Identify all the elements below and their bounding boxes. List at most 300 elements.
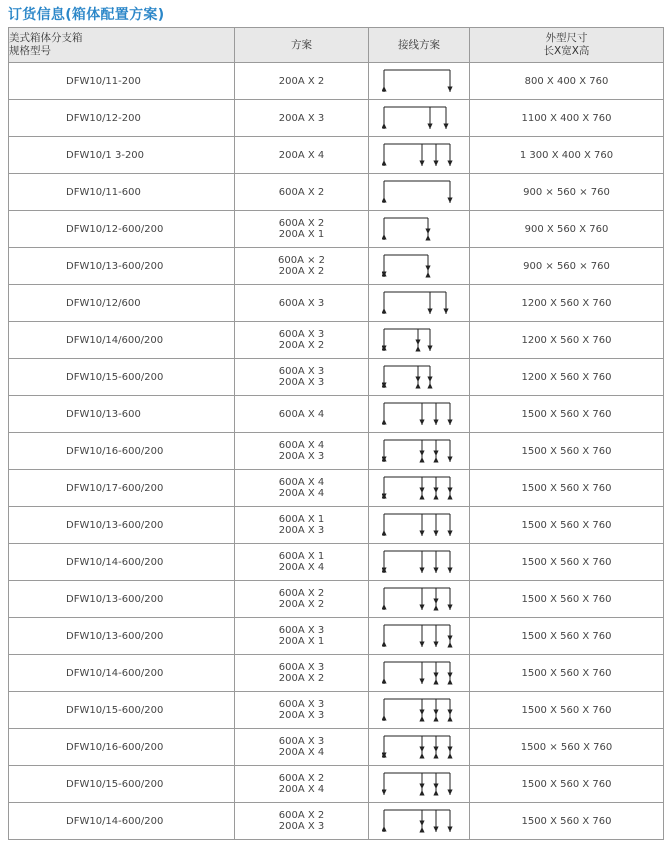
arrow-down-icon bbox=[433, 599, 438, 605]
wiring-diagram bbox=[382, 67, 456, 95]
arrow-up-icon bbox=[427, 383, 432, 389]
model-cell bbox=[9, 100, 235, 137]
scheme-line-1: 600A X 3 bbox=[278, 699, 325, 710]
arrow-down-icon bbox=[433, 488, 438, 494]
arrow-up-icon bbox=[433, 679, 438, 685]
scheme-line-2: 200A X 4 bbox=[278, 488, 325, 499]
arrow-down-icon bbox=[419, 747, 424, 753]
scheme-line-2: 200A X 2 bbox=[278, 673, 325, 684]
wiring-diagram bbox=[382, 696, 456, 724]
arrow-up-icon bbox=[382, 641, 387, 647]
scheme-cell bbox=[235, 100, 369, 137]
arrow-down-icon bbox=[419, 605, 424, 611]
model-cell bbox=[9, 581, 235, 618]
table-row bbox=[9, 100, 664, 137]
arrow-down-icon bbox=[425, 266, 430, 272]
model-text: DFW10/12-600/200 bbox=[66, 223, 164, 235]
wiring-cell bbox=[369, 248, 470, 285]
scheme-line-1: 600A X 1 bbox=[278, 551, 325, 562]
model-text: DFW10/11-600 bbox=[66, 186, 141, 198]
arrow-down-icon bbox=[447, 747, 452, 753]
scheme-cell bbox=[235, 137, 369, 174]
scheme-line-2: 200A X 3 bbox=[278, 451, 325, 462]
table-row bbox=[9, 63, 664, 100]
wiring-diagram bbox=[382, 659, 456, 687]
scheme-line-1: 600A × 2 bbox=[277, 255, 326, 266]
arrow-down-icon bbox=[447, 827, 452, 833]
wiring-cell bbox=[369, 396, 470, 433]
size-cell bbox=[470, 803, 664, 840]
model-text: DFW10/15-600/200 bbox=[66, 704, 164, 716]
model-cell bbox=[9, 618, 235, 655]
arrow-down-icon bbox=[433, 161, 438, 167]
size-text: 1500 X 560 X 760 bbox=[521, 519, 612, 531]
wiring-diagram bbox=[382, 252, 456, 280]
wiring-diagram bbox=[382, 215, 456, 243]
arrow-down-icon bbox=[433, 827, 438, 833]
arrow-down-icon bbox=[447, 568, 452, 574]
arrow-down-icon bbox=[419, 568, 424, 574]
arrow-up-icon bbox=[433, 753, 438, 759]
scheme-line-2: 200A X 2 bbox=[278, 599, 325, 610]
wiring-diagram bbox=[382, 141, 456, 169]
table-row bbox=[9, 470, 664, 507]
size-cell bbox=[470, 581, 664, 618]
model-text: DFW10/17-600/200 bbox=[66, 482, 164, 494]
arrow-up-icon bbox=[419, 753, 424, 759]
scheme-line-1: 600A X 3 bbox=[278, 736, 325, 747]
model-text: DFW10/13-600 bbox=[66, 408, 141, 420]
wiring-diagram bbox=[382, 400, 456, 428]
arrow-down-icon bbox=[433, 673, 438, 679]
model-cell bbox=[9, 248, 235, 285]
model-cell bbox=[9, 137, 235, 174]
model-text: DFW10/14-600/200 bbox=[66, 815, 164, 827]
size-cell bbox=[470, 285, 664, 322]
scheme-cell bbox=[235, 766, 369, 803]
model-cell bbox=[9, 470, 235, 507]
arrow-down-icon bbox=[433, 451, 438, 457]
wiring-diagram bbox=[382, 474, 456, 502]
arrow-down-icon bbox=[433, 568, 438, 574]
arrow-down-icon bbox=[419, 488, 424, 494]
table-row bbox=[9, 174, 664, 211]
arrow-down-icon bbox=[419, 710, 424, 716]
scheme-cell bbox=[235, 729, 369, 766]
wiring-cell bbox=[369, 433, 470, 470]
arrow-down-icon bbox=[447, 673, 452, 679]
scheme-cell bbox=[235, 174, 369, 211]
size-text: 900 × 560 × 760 bbox=[523, 186, 610, 198]
arrow-down-icon bbox=[415, 340, 420, 346]
arrow-up-icon bbox=[433, 716, 438, 722]
scheme-cell bbox=[235, 359, 369, 396]
scheme-cell bbox=[235, 433, 369, 470]
arrow-up-icon bbox=[382, 604, 387, 610]
scheme-cell bbox=[235, 655, 369, 692]
wiring-cell bbox=[369, 137, 470, 174]
model-text: DFW10/13-600/200 bbox=[66, 630, 164, 642]
size-cell bbox=[470, 692, 664, 729]
wiring-diagram bbox=[382, 733, 456, 761]
size-text: 1500 X 560 X 760 bbox=[521, 593, 612, 605]
scheme-line-1: 600A X 3 bbox=[278, 329, 325, 340]
scheme-cell bbox=[235, 248, 369, 285]
wiring-cell bbox=[369, 729, 470, 766]
table-row bbox=[9, 692, 664, 729]
size-text: 1200 X 560 X 760 bbox=[521, 334, 612, 346]
arrow-down-icon bbox=[419, 161, 424, 167]
header-wiring: 接线方案 bbox=[369, 28, 470, 63]
wiring-cell bbox=[369, 618, 470, 655]
scheme-line-1: 600A X 4 bbox=[278, 408, 325, 420]
size-text: 800 X 400 X 760 bbox=[524, 75, 609, 87]
scheme-cell bbox=[235, 285, 369, 322]
scheme-line-2: 200A X 3 bbox=[278, 525, 325, 536]
arrow-down-icon bbox=[447, 198, 452, 204]
scheme-line-1: 600A X 3 bbox=[278, 625, 325, 636]
arrow-down-icon bbox=[427, 346, 432, 352]
wiring-cell bbox=[369, 100, 470, 137]
arrow-up-icon bbox=[433, 605, 438, 611]
scheme-line-1: 600A X 2 bbox=[278, 773, 325, 784]
wiring-diagram bbox=[382, 511, 456, 539]
model-text: DFW10/1 3-200 bbox=[66, 149, 145, 161]
size-text: 1100 X 400 X 760 bbox=[521, 112, 612, 124]
table-row bbox=[9, 581, 664, 618]
table-body bbox=[9, 63, 664, 840]
scheme-line-2: 200A X 3 bbox=[278, 821, 325, 832]
table-row bbox=[9, 766, 664, 803]
scheme-line-1: 600A X 3 bbox=[278, 662, 325, 673]
wiring-cell bbox=[369, 692, 470, 729]
size-text: 1500 × 560 X 760 bbox=[520, 741, 613, 753]
size-cell bbox=[470, 544, 664, 581]
model-text: DFW10/14-600/200 bbox=[66, 667, 164, 679]
size-text: 1500 X 560 X 760 bbox=[521, 482, 612, 494]
scheme-line-1: 600A X 2 bbox=[278, 810, 325, 821]
arrow-up-icon bbox=[382, 86, 387, 92]
wiring-cell bbox=[369, 766, 470, 803]
scheme-line-2: 200A X 4 bbox=[278, 747, 325, 758]
scheme-line-2: 200A X 2 bbox=[278, 266, 325, 277]
size-cell bbox=[470, 359, 664, 396]
model-cell bbox=[9, 803, 235, 840]
page-title: 订货信息(箱体配置方案) bbox=[8, 7, 165, 23]
size-text: 1500 X 560 X 760 bbox=[521, 408, 612, 420]
arrow-down-icon bbox=[427, 377, 432, 383]
arrow-up-icon bbox=[447, 716, 452, 722]
arrow-up-icon bbox=[382, 234, 387, 240]
arrow-down-icon bbox=[447, 420, 452, 426]
arrow-down-icon bbox=[433, 784, 438, 790]
model-cell bbox=[9, 63, 235, 100]
wiring-diagram bbox=[382, 178, 456, 206]
model-cell bbox=[9, 322, 235, 359]
scheme-line-1: 200A X 2 bbox=[278, 75, 325, 87]
model-cell bbox=[9, 692, 235, 729]
size-cell bbox=[470, 766, 664, 803]
model-text: DFW10/12-200 bbox=[66, 112, 141, 124]
arrow-up-icon bbox=[382, 308, 387, 314]
wiring-diagram bbox=[382, 622, 456, 650]
scheme-line-2: 200A X 3 bbox=[278, 377, 325, 388]
wiring-cell bbox=[369, 359, 470, 396]
size-text: 1200 X 560 X 760 bbox=[521, 297, 612, 309]
scheme-cell bbox=[235, 581, 369, 618]
scheme-cell bbox=[235, 803, 369, 840]
arrow-down-icon bbox=[419, 642, 424, 648]
arrow-down-icon bbox=[427, 309, 432, 315]
arrow-down-icon bbox=[419, 821, 424, 827]
arrow-up-icon bbox=[433, 494, 438, 500]
wiring-cell bbox=[369, 544, 470, 581]
wiring-cell bbox=[369, 211, 470, 248]
model-text: DFW10/16-600/200 bbox=[66, 741, 164, 753]
size-text: 1500 X 560 X 760 bbox=[521, 667, 612, 679]
size-cell bbox=[470, 618, 664, 655]
scheme-cell bbox=[235, 396, 369, 433]
arrow-down-icon bbox=[447, 531, 452, 537]
wiring-diagram bbox=[382, 807, 456, 835]
wiring-cell bbox=[369, 470, 470, 507]
wiring-diagram bbox=[382, 289, 456, 317]
size-text: 1500 X 560 X 760 bbox=[521, 778, 612, 790]
model-cell bbox=[9, 285, 235, 322]
size-text: 1200 X 560 X 760 bbox=[521, 371, 612, 383]
arrow-up-icon bbox=[382, 678, 387, 684]
table-row bbox=[9, 359, 664, 396]
size-cell bbox=[470, 507, 664, 544]
size-text: 1500 X 560 X 760 bbox=[521, 630, 612, 642]
model-cell bbox=[9, 544, 235, 581]
table-row bbox=[9, 248, 664, 285]
arrow-down-icon bbox=[415, 377, 420, 383]
scheme-cell bbox=[235, 63, 369, 100]
size-cell bbox=[470, 433, 664, 470]
header-size-line2: 长X宽X高 bbox=[543, 45, 590, 57]
arrow-up-icon bbox=[419, 716, 424, 722]
arrow-down-icon bbox=[447, 790, 452, 796]
arrow-down-icon bbox=[447, 636, 452, 642]
scheme-line-2: 200A X 2 bbox=[278, 340, 325, 351]
table-row bbox=[9, 507, 664, 544]
size-text: 1500 X 560 X 760 bbox=[521, 815, 612, 827]
table-row bbox=[9, 618, 664, 655]
arrow-up-icon bbox=[425, 235, 430, 241]
arrow-down-icon bbox=[419, 451, 424, 457]
arrow-up-icon bbox=[419, 790, 424, 796]
model-cell bbox=[9, 655, 235, 692]
model-text: DFW10/13-600/200 bbox=[66, 519, 164, 531]
header-scheme: 方案 bbox=[235, 28, 369, 63]
scheme-line-1: 600A X 2 bbox=[278, 588, 325, 599]
model-cell bbox=[9, 211, 235, 248]
model-text: DFW10/15-600/200 bbox=[66, 778, 164, 790]
table-row bbox=[9, 544, 664, 581]
header-model bbox=[9, 28, 235, 63]
size-cell bbox=[470, 322, 664, 359]
arrow-down-icon bbox=[443, 309, 448, 315]
table-row bbox=[9, 285, 664, 322]
arrow-up-icon bbox=[447, 679, 452, 685]
size-cell bbox=[470, 396, 664, 433]
scheme-cell bbox=[235, 211, 369, 248]
scheme-line-2: 200A X 4 bbox=[278, 562, 325, 573]
size-text: 900 × 560 × 760 bbox=[523, 260, 610, 272]
arrow-down-icon bbox=[419, 679, 424, 685]
model-text: DFW10/14/600/200 bbox=[66, 334, 164, 346]
arrow-down-icon bbox=[447, 710, 452, 716]
size-text: 1500 X 560 X 760 bbox=[521, 445, 612, 457]
wiring-diagram bbox=[382, 548, 456, 576]
arrow-up-icon bbox=[382, 715, 387, 721]
table-row bbox=[9, 433, 664, 470]
wiring-cell bbox=[369, 803, 470, 840]
arrow-down-icon bbox=[427, 124, 432, 130]
table-row bbox=[9, 137, 664, 174]
header-model-line2: 规格型号 bbox=[9, 45, 51, 57]
arrow-up-icon bbox=[433, 790, 438, 796]
size-cell bbox=[470, 470, 664, 507]
table-row bbox=[9, 396, 664, 433]
model-cell bbox=[9, 174, 235, 211]
arrow-down-icon bbox=[433, 710, 438, 716]
arrow-up-icon bbox=[419, 494, 424, 500]
arrow-up-icon bbox=[425, 272, 430, 278]
arrow-up-icon bbox=[382, 160, 387, 166]
model-cell bbox=[9, 433, 235, 470]
size-cell bbox=[470, 100, 664, 137]
arrow-up-icon bbox=[382, 123, 387, 129]
scheme-line-1: 600A X 3 bbox=[278, 366, 325, 377]
size-cell bbox=[470, 655, 664, 692]
arrow-up-icon bbox=[447, 494, 452, 500]
model-text: DFW10/16-600/200 bbox=[66, 445, 164, 457]
header-size bbox=[470, 28, 664, 63]
arrow-up-icon bbox=[433, 457, 438, 463]
model-cell bbox=[9, 396, 235, 433]
arrow-down-icon bbox=[447, 87, 452, 93]
model-cell bbox=[9, 729, 235, 766]
size-cell bbox=[470, 248, 664, 285]
wiring-cell bbox=[369, 322, 470, 359]
size-cell bbox=[470, 211, 664, 248]
model-cell bbox=[9, 766, 235, 803]
scheme-line-1: 600A X 2 bbox=[278, 218, 325, 229]
wiring-cell bbox=[369, 581, 470, 618]
scheme-line-2: 200A X 1 bbox=[278, 229, 325, 240]
scheme-line-1: 600A X 4 bbox=[278, 477, 325, 488]
arrow-down-icon bbox=[433, 420, 438, 426]
arrow-up-icon bbox=[447, 753, 452, 759]
size-text: 1 300 X 400 X 760 bbox=[519, 149, 614, 161]
scheme-line-1: 600A X 2 bbox=[278, 186, 325, 198]
arrow-down-icon bbox=[419, 420, 424, 426]
size-cell bbox=[470, 137, 664, 174]
arrow-up-icon bbox=[382, 826, 387, 832]
model-text: DFW10/12/600 bbox=[66, 297, 141, 309]
wiring-diagram bbox=[382, 104, 456, 132]
arrow-down-icon bbox=[419, 784, 424, 790]
wiring-cell bbox=[369, 63, 470, 100]
model-cell bbox=[9, 359, 235, 396]
table-row bbox=[9, 322, 664, 359]
scheme-cell bbox=[235, 322, 369, 359]
arrow-up-icon bbox=[415, 383, 420, 389]
size-cell bbox=[470, 63, 664, 100]
table-row bbox=[9, 803, 664, 840]
wiring-diagram bbox=[382, 770, 456, 798]
arrow-up-icon bbox=[382, 530, 387, 536]
size-cell bbox=[470, 729, 664, 766]
scheme-line-2: 200A X 1 bbox=[278, 636, 325, 647]
scheme-line-1: 600A X 4 bbox=[278, 440, 325, 451]
arrow-down-icon bbox=[433, 531, 438, 537]
scheme-line-1: 600A X 3 bbox=[278, 297, 325, 309]
arrow-down-icon bbox=[443, 124, 448, 130]
scheme-cell bbox=[235, 692, 369, 729]
model-text: DFW10/14-600/200 bbox=[66, 556, 164, 568]
header-model-line1: 美式箱体分支箱 bbox=[9, 32, 83, 44]
wiring-cell bbox=[369, 507, 470, 544]
table-row bbox=[9, 211, 664, 248]
scheme-cell bbox=[235, 544, 369, 581]
header-size-line1: 外型尺寸 bbox=[545, 32, 588, 44]
wiring-diagram bbox=[382, 326, 456, 354]
size-text: 900 X 560 X 760 bbox=[524, 223, 609, 235]
arrow-up-icon bbox=[447, 642, 452, 648]
arrow-down-icon bbox=[425, 229, 430, 235]
arrow-down-icon bbox=[447, 457, 452, 463]
wiring-diagram bbox=[382, 363, 456, 391]
scheme-line-1: 600A X 1 bbox=[278, 514, 325, 525]
model-text: DFW10/15-600/200 bbox=[66, 371, 164, 383]
scheme-cell bbox=[235, 470, 369, 507]
arrow-down-icon bbox=[447, 161, 452, 167]
table-header-row bbox=[9, 28, 664, 63]
size-text: 1500 X 560 X 760 bbox=[521, 704, 612, 716]
model-text: DFW10/13-600/200 bbox=[66, 593, 164, 605]
scheme-line-2: 200A X 3 bbox=[278, 710, 325, 721]
arrow-down-icon bbox=[433, 642, 438, 648]
table-row bbox=[9, 655, 664, 692]
wiring-diagram bbox=[382, 585, 456, 613]
arrow-up-icon bbox=[382, 419, 387, 425]
model-text: DFW10/11-200 bbox=[66, 75, 141, 87]
arrow-down-icon bbox=[447, 605, 452, 611]
scheme-line-1: 200A X 3 bbox=[278, 112, 325, 124]
arrow-down-icon bbox=[419, 531, 424, 537]
arrow-down-icon bbox=[382, 790, 387, 796]
wiring-cell bbox=[369, 655, 470, 692]
arrow-down-icon bbox=[433, 747, 438, 753]
arrow-up-icon bbox=[419, 457, 424, 463]
size-text: 1500 X 560 X 760 bbox=[521, 556, 612, 568]
wiring-diagram bbox=[382, 437, 456, 465]
size-cell bbox=[470, 174, 664, 211]
scheme-line-1: 200A X 4 bbox=[278, 149, 325, 161]
model-cell bbox=[9, 507, 235, 544]
order-info-table bbox=[8, 27, 664, 840]
wiring-cell bbox=[369, 174, 470, 211]
table-row bbox=[9, 729, 664, 766]
arrow-down-icon bbox=[447, 488, 452, 494]
scheme-line-2: 200A X 4 bbox=[278, 784, 325, 795]
scheme-cell bbox=[235, 618, 369, 655]
wiring-cell bbox=[369, 285, 470, 322]
arrow-up-icon bbox=[382, 197, 387, 203]
